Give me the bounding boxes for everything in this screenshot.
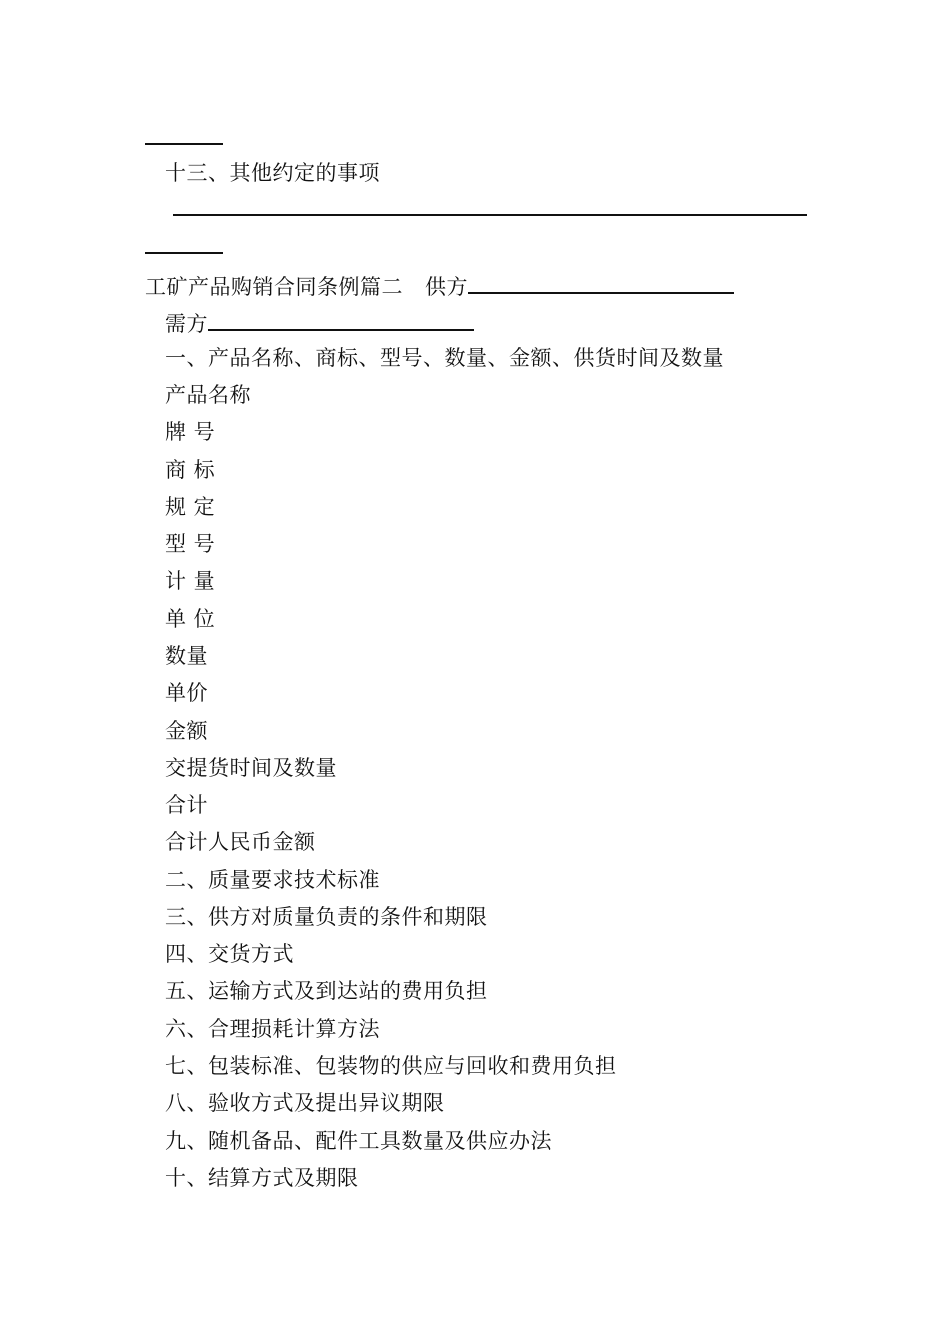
contract-title: 工矿产品购销合同条例篇二 <box>145 275 403 299</box>
table-column-label: 产品名称 <box>165 383 251 407</box>
buyer-blank <box>208 307 474 331</box>
supplier-blank <box>468 270 734 294</box>
table-column-label: 金额 <box>165 719 208 743</box>
section-heading: 十、结算方式及期限 <box>165 1166 359 1190</box>
section-heading: 二、质量要求技术标准 <box>165 868 380 892</box>
table-column-label: 规 定 <box>165 495 216 519</box>
section-heading: 八、验收方式及提出异议期限 <box>165 1091 445 1115</box>
fill-in-blank-line <box>173 214 807 216</box>
table-column-label: 牌 号 <box>165 420 216 444</box>
contract-title-line <box>145 270 734 300</box>
table-column-label: 交提货时间及数量 <box>165 756 337 780</box>
section-heading: 九、随机备品、配件工具数量及供应办法 <box>165 1129 552 1153</box>
section-heading: 五、运输方式及到达站的费用负担 <box>165 979 488 1003</box>
table-column-label: 数量 <box>165 644 208 668</box>
section-heading: 四、交货方式 <box>165 942 294 966</box>
section-13-heading: 十三、其他约定的事项 <box>165 161 380 185</box>
fill-in-blank-line <box>145 252 223 254</box>
section-heading: 七、包装标准、包装物的供应与回收和费用负担 <box>165 1054 617 1078</box>
table-column-label: 单价 <box>165 681 208 705</box>
table-column-label: 商 标 <box>165 458 216 482</box>
buyer-label: 需方 <box>165 312 208 336</box>
table-column-label: 型 号 <box>165 532 216 556</box>
supplier-label: 供方 <box>425 275 468 299</box>
table-column-label: 合计人民币金额 <box>165 830 316 854</box>
section-heading: 六、合理损耗计算方法 <box>165 1017 380 1041</box>
fill-in-blank-line <box>145 143 223 145</box>
section-1-heading: 一、产品名称、商标、型号、数量、金额、供货时间及数量 <box>165 346 724 370</box>
table-column-label: 合计 <box>165 793 208 817</box>
buyer-line <box>165 307 474 337</box>
table-column-label: 单 位 <box>165 607 216 631</box>
section-heading: 三、供方对质量负责的条件和期限 <box>165 905 488 929</box>
table-column-label: 计 量 <box>165 569 216 593</box>
